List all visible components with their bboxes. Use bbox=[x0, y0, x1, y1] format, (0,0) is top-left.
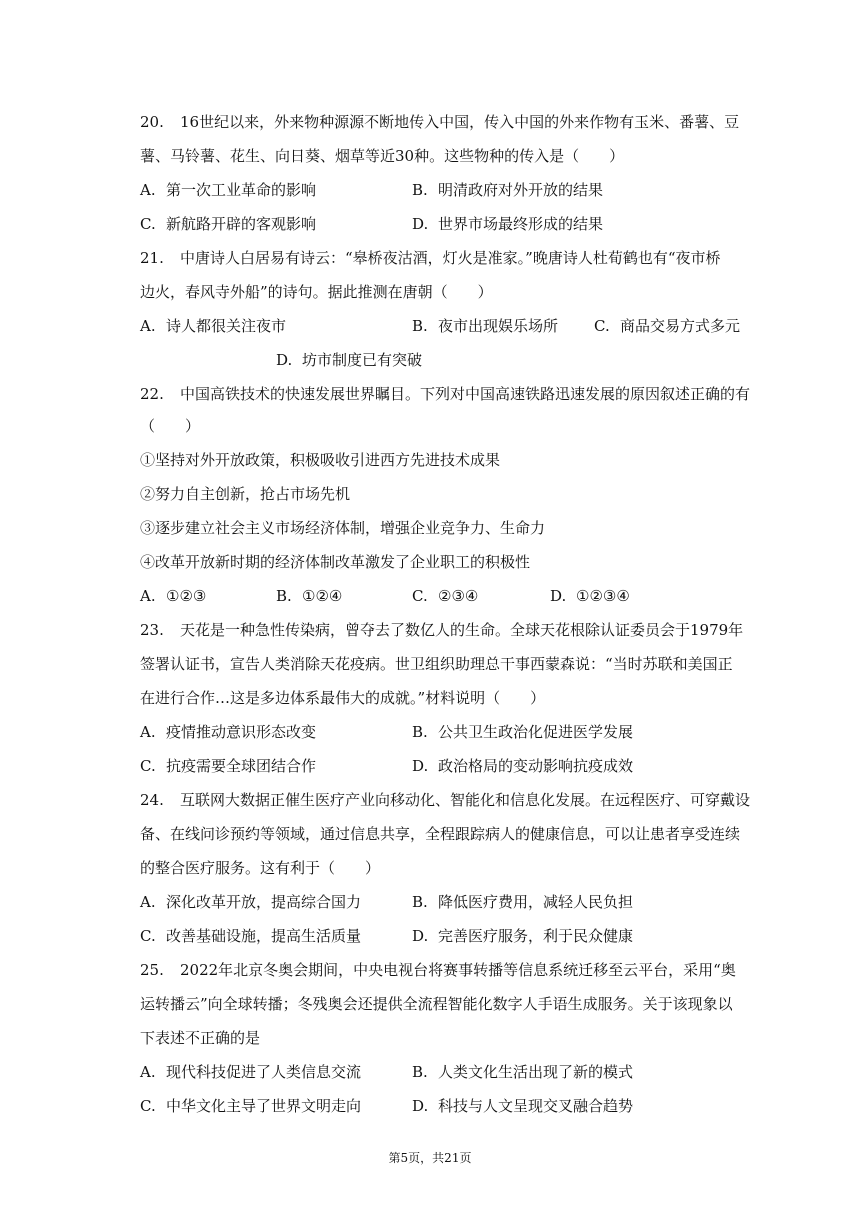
option-c: C. 抗疫需要全球团结合作 bbox=[140, 757, 317, 775]
option-c: C. ②③④ bbox=[412, 587, 479, 605]
option-c: C. 新航路开辟的客观影响 bbox=[140, 215, 317, 233]
question-number: 23. bbox=[140, 621, 164, 639]
statement-item: ②努力自主创新，抢占市场先机 bbox=[140, 485, 351, 503]
question-number: 24. bbox=[140, 791, 164, 809]
option-a: A. 诗人都很关注夜市 bbox=[140, 317, 287, 335]
question-22-line-2: （ ） bbox=[140, 417, 201, 435]
question-21-line-2: 边火，春风寺外船”的诗句。据此推测在唐朝（ ） bbox=[140, 283, 493, 301]
option-b: B. 公共卫生政治化促进医学发展 bbox=[412, 723, 634, 741]
option-b: B. 夜市出现娱乐场所 bbox=[412, 317, 559, 335]
question-21-line-1: 21. 中唐诗人白居易有诗云：“皋桥夜沽酒，灯火是准家。”晚唐诗人杜荀鹤也有“夜市桥 bbox=[140, 249, 721, 267]
question-20-line-1: 20. 16世纪以来，外来物种源源不断地传入中国，传入中国的外来作物有玉米、番薯、豆 bbox=[140, 113, 740, 131]
question-24-line-1: 24. 互联网大数据正催生医疗产业向移动化、智能化和信息化发展。在远程医疗、可穿戴设 bbox=[140, 791, 751, 809]
option-b: B. 降低医疗费用，减轻人民负担 bbox=[412, 893, 634, 911]
question-25-line-1: 25. 2022年北京冬奥会期间，中央电视台将赛事转播等信息系统迁移至云平台，采用“奥 bbox=[140, 961, 736, 979]
question-25-line-3: 下表述不正确的是 bbox=[140, 1029, 261, 1047]
option-d: D. 坊市制度已有突破 bbox=[276, 351, 423, 369]
statement-item: ③逐步建立社会主义市场经济体制，增强企业竞争力、生命力 bbox=[140, 519, 546, 537]
question-number: 22. bbox=[140, 385, 164, 403]
option-a: A. ①②③ bbox=[140, 587, 207, 605]
question-22-line-1: 22. 中国高铁技术的快速发展世界瞩目。下列对中国高速铁路迅速发展的原因叙述正确的有 bbox=[140, 385, 751, 403]
question-25-line-2: 运转播云”向全球转播；冬残奥会还提供全流程智能化数字人手语生成服务。关于该现象以 bbox=[140, 995, 733, 1013]
option-d: D. 世界市场最终形成的结果 bbox=[412, 215, 604, 233]
option-a: A. 疫情推动意识形态改变 bbox=[140, 723, 317, 741]
question-23-line-1: 23. 天花是一种急性传染病，曾夺去了数亿人的生命。全球天花根除认证委员会于1979年 bbox=[140, 621, 744, 639]
option-a: A. 现代科技促进了人类信息交流 bbox=[140, 1063, 362, 1081]
page-footer: 第5页，共21页 bbox=[388, 1151, 472, 1165]
option-a: A. 深化改革开放，提高综合国力 bbox=[140, 893, 362, 911]
option-d: D. 科技与人文呈现交叉融合趋势 bbox=[412, 1097, 634, 1115]
option-c: C. 中华文化主导了世界文明走向 bbox=[140, 1097, 362, 1115]
statement-item: ①坚持对外开放政策，积极吸收引进西方先进技术成果 bbox=[140, 451, 501, 469]
option-c: C. 商品交易方式多元 bbox=[594, 317, 741, 335]
question-24-line-3: 的整合医疗服务。这有利于（ ） bbox=[140, 859, 381, 877]
question-23-line-2: 签署认证书，宣告人类消除天花疫病。世卫组织助理总干事西蒙森说：“当时苏联和美国正 bbox=[140, 655, 733, 673]
question-20-line-2: 薯、马铃薯、花生、向日葵、烟草等近30种。这些物种的传入是（ ） bbox=[140, 147, 625, 165]
question-number: 20. bbox=[140, 113, 164, 131]
option-b: B. ①②④ bbox=[276, 587, 343, 605]
question-number: 21. bbox=[140, 249, 164, 267]
option-d: D. 政治格局的变动影响抗疫成效 bbox=[412, 757, 634, 775]
option-a: A. 第一次工业革命的影响 bbox=[140, 181, 317, 199]
question-number: 25. bbox=[140, 961, 164, 979]
option-b: B. 明清政府对外开放的结果 bbox=[412, 181, 604, 199]
option-c: C. 改善基础设施，提高生活质量 bbox=[140, 927, 362, 945]
option-b: B. 人类文化生活出现了新的模式 bbox=[412, 1063, 634, 1081]
question-23-line-3: 在进行合作…这是多边体系最伟大的成就。”材料说明（ ） bbox=[140, 689, 546, 707]
statement-item: ④改革开放新时期的经济体制改革激发了企业职工的积极性 bbox=[140, 553, 531, 571]
question-24-line-2: 备、在线问诊预约等领域，通过信息共享，全程跟踪病人的健康信息，可以让患者享受连续 bbox=[140, 825, 741, 843]
option-d: D. ①②③④ bbox=[550, 587, 630, 605]
option-d: D. 完善医疗服务，利于民众健康 bbox=[412, 927, 634, 945]
